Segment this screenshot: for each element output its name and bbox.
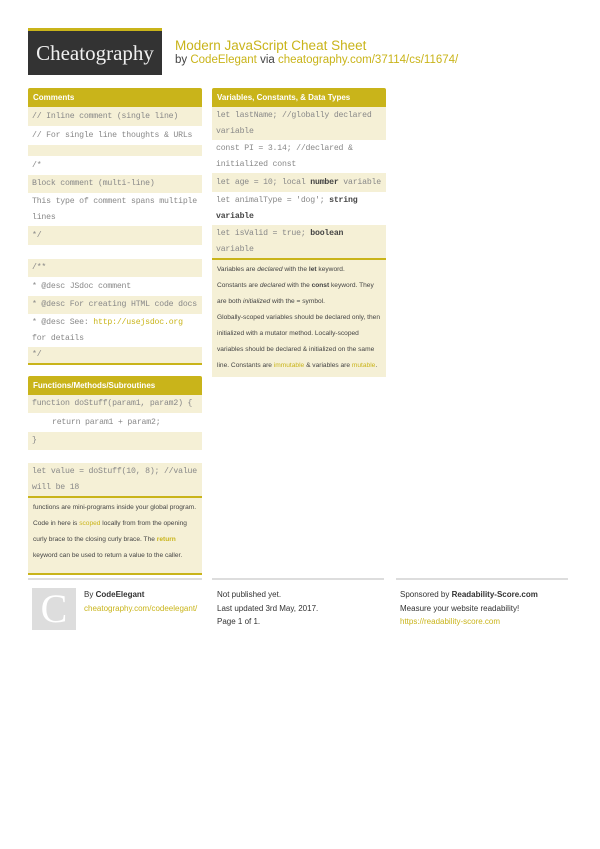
desc-text: locally from from the opening curly brace to the closing curly brace. The: [33, 520, 187, 543]
page-title: Modern JavaScript Cheat Sheet: [175, 38, 367, 53]
code-row: [212, 192, 386, 225]
by-label: By: [84, 590, 96, 599]
cheatography-logo[interactable]: Cheatography: [28, 28, 162, 75]
desc-text: declared: [257, 266, 283, 273]
code-row: /*: [32, 160, 42, 170]
code-row: This type of comment spans multiple lines: [32, 197, 197, 222]
code-text: variable: [338, 178, 381, 187]
desc-keyword: const: [311, 282, 330, 289]
code-text: * @desc See:: [32, 318, 94, 327]
desc-text: keyword can be used to return a value to the caller.: [33, 552, 183, 559]
section-header: Comments: [28, 88, 202, 107]
desc-text: keyword. They are both: [217, 282, 374, 305]
desc-text: Globally-scoped variables should be declared only, then initialized with a mutator method. Locally-scoped variables should be declared & initialized on the same line. Constants are: [217, 314, 380, 369]
via-label: via: [260, 54, 275, 66]
code-row: // Inline comment (single line): [28, 107, 202, 126]
code-row: */: [28, 226, 202, 245]
desc-text: declared: [259, 282, 286, 289]
code-row: let value = doStuff(10, 8); //value will be 18: [28, 463, 202, 496]
code-text: for details: [32, 334, 84, 343]
section-header: Variables, Constants, & Data Types: [212, 88, 386, 107]
code-row: return param1 + param2;: [52, 417, 161, 427]
section-description: [28, 496, 202, 575]
footer-info: [212, 578, 384, 629]
section-description: [212, 258, 386, 377]
desc-text: initialized: [243, 298, 271, 305]
code-row: [212, 173, 386, 192]
code-keyword: number: [310, 178, 339, 187]
code-text: let animalType = 'dog';: [216, 196, 330, 205]
footer-sponsor: [396, 578, 568, 629]
immutable-link[interactable]: immutable: [273, 362, 305, 369]
code-row: // For single line thoughts & URLs: [32, 130, 193, 140]
code-text: let age = 10; local: [216, 178, 311, 187]
code-row: [28, 145, 202, 156]
code-row: * @desc JSdoc comment: [32, 281, 131, 291]
byline: [175, 54, 458, 66]
footer-author: [28, 578, 202, 648]
desc-text: with the: [282, 266, 309, 273]
page-number: Page 1 of 1.: [217, 617, 261, 626]
desc-keyword: let: [308, 266, 317, 273]
desc-text: .: [375, 362, 378, 369]
code-row: */: [28, 347, 202, 365]
code-text: variable: [216, 245, 254, 254]
code-row: Block comment (multi-line): [28, 175, 202, 193]
author-logo: C: [32, 588, 76, 630]
code-text: let isValid = true;: [216, 229, 311, 238]
published-status: Not published yet.: [217, 590, 282, 599]
code-row: function doStuff(param1, param2) {: [28, 395, 202, 413]
sponsor-tagline: Measure your website readability!: [400, 603, 520, 613]
code-row: }: [28, 432, 202, 450]
author-link[interactable]: CodeElegant: [190, 54, 257, 66]
sheet-url-link[interactable]: cheatography.com/37114/cs/11674/: [277, 54, 459, 66]
scoped-link[interactable]: scoped: [79, 520, 101, 527]
code-row: * @desc For creating HTML code docs: [28, 296, 202, 314]
code-row: /**: [28, 259, 202, 277]
sponsor-name[interactable]: Readability-Score.com: [451, 590, 538, 599]
desc-text: with the: [285, 282, 312, 289]
jsdoc-link[interactable]: http://usejsdoc.org: [93, 318, 183, 327]
code-keyword: string variable: [216, 196, 358, 221]
code-row: const PI = 3.14; //declared & initialized const: [216, 144, 353, 169]
return-link[interactable]: return: [156, 536, 176, 543]
desc-text: keyword.: [316, 266, 345, 273]
sponsor-label: Sponsored by: [400, 590, 452, 599]
variables-section: [212, 88, 386, 377]
footer-author-name[interactable]: CodeElegant: [95, 590, 145, 599]
code-row: let lastName; //globally declared variable: [212, 107, 386, 140]
mutable-link[interactable]: mutable: [351, 362, 376, 369]
sponsor-link[interactable]: https://readability-score.com: [400, 617, 501, 626]
code-keyword: boolean: [310, 229, 344, 238]
author-profile-link[interactable]: cheatography.com/codeelegant/: [84, 603, 198, 613]
code-row: [28, 314, 202, 347]
desc-text: Variables are: [217, 266, 258, 273]
desc-text: Constants are: [217, 282, 260, 289]
last-updated: Last updated 3rd May, 2017.: [217, 603, 319, 613]
comments-section: [28, 88, 202, 365]
desc-text: functions are mini-programs inside your global program. Code in here is: [33, 504, 197, 527]
desc-text: & variables are: [304, 362, 352, 369]
code-row: [212, 225, 386, 258]
section-header: Functions/Methods/Subroutines: [28, 376, 202, 395]
desc-text: with the = symbol.: [270, 298, 325, 305]
by-label: by: [175, 54, 188, 66]
functions-section: [28, 376, 202, 575]
